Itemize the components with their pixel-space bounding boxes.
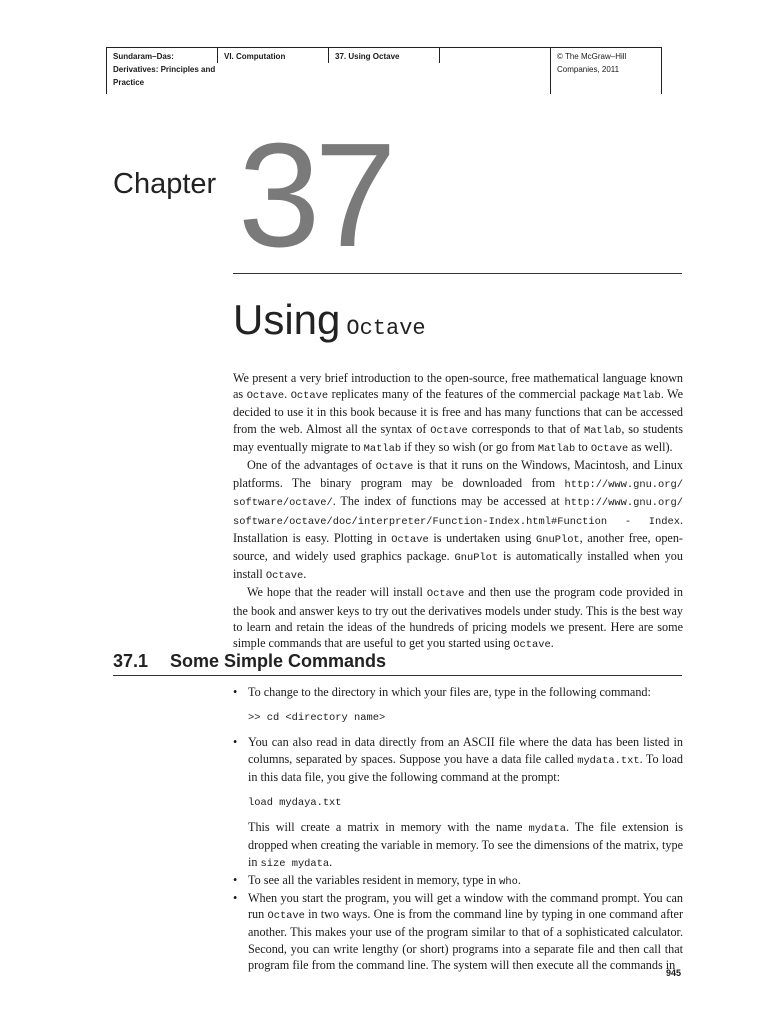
chapter-title-word: Using — [233, 296, 341, 343]
chapter-rule — [233, 273, 682, 274]
chapter-number: 37 — [238, 113, 391, 278]
header-copyright: © The McGraw–Hill Companies, 2011 — [550, 48, 662, 94]
inline-code: http://www.gnu.org/ software/octave/ — [233, 479, 683, 510]
inline-code: Octave — [430, 424, 468, 437]
intro-paragraph: We present a very brief introduction to the open-source, free mathematical language known as Octave. Octave replicates many of the features of the commercial package Matlab. We decided to use it in this book because it is free and has many functions that can be accessed from the web. Almost all the syntax of Octave corresponds to that of Matlab, so students may eventually migrate to Matlab if they so wish (or go from Matlab to Octave as well). — [233, 371, 683, 455]
code-line: >> cd <directory name> — [248, 712, 386, 725]
inline-code: Matlab — [537, 442, 576, 455]
section-title: Some Simple Commands — [170, 651, 387, 671]
running-header — [106, 47, 662, 94]
inline-code: Matlab — [623, 390, 661, 403]
header-book-title: Sundaram–Das: Derivatives: Principles and Practice — [106, 48, 217, 94]
section-number: 37.1 — [113, 651, 149, 671]
inline-code: size mydata — [260, 857, 330, 870]
section-heading — [113, 651, 682, 676]
inline-code: Octave — [590, 442, 629, 455]
inline-code: Octave — [513, 639, 551, 652]
inline-code: Octave — [246, 390, 285, 403]
chapter-title-code: Octave — [346, 316, 426, 341]
inline-code: Octave — [375, 461, 414, 474]
list-item: • When you start the program, you will get a window with the command prompt. You can run Octave in two ways. One is from the command line by typing in one command after another. This makes your use of the program similar to that of a sophisticated calculator. Second, you can write lengthy (or short) programs into a separate file and then call that program file from the command line. The system will then execute all the commands in — [233, 890, 683, 973]
intro-paragraph: We hope that the reader will install Octave and then use the program code provided in the book and answer keys to try out the derivatives models under study. This is the best way to learn and retain the ideas of the hundreds of pricing models we present. Here are some simple commands that are useful to get you started using Octave. — [233, 585, 684, 652]
inline-code: mydata.txt — [577, 754, 640, 767]
header-chapter: 37. Using Octave — [328, 48, 439, 63]
header-part: VI. Computation — [217, 48, 328, 63]
inline-code: Octave — [290, 390, 329, 403]
intro-paragraph: One of the advantages of Octave is that it runs on the Windows, Macintosh, and Linux platforms. The binary program may be downloaded from http://www.gnu.org/ software/octave/. The index of functions may be accessed at http://www.gnu.org/ software/octave/doc/interpreter/Function-Index.html#Function - Index. Installation is easy. Plotting in Octave is undertaken using GnuPlot, another free, open-source, and widely used graphics package. GnuPlot is automatically installed when you install Octave. — [233, 458, 683, 583]
inline-code: Octave — [391, 533, 429, 546]
inline-code: http://www.gnu.org/ software/octave/doc/interpreter/Function-Index.html#Function - Index — [233, 497, 683, 528]
code-line: load mydaya.txt — [248, 797, 342, 810]
inline-code: Octave — [265, 570, 304, 583]
list-item: • To see all the variables resident in memory, type in who. — [233, 872, 683, 890]
inline-code: GnuPlot — [454, 552, 499, 565]
inline-code: Matlab — [583, 424, 622, 437]
inline-code: GnuPlot — [536, 533, 580, 546]
chapter-title — [233, 296, 426, 344]
list-item: • To change to the directory in which your files are, type in the following command: — [233, 684, 683, 700]
chapter-label: Chapter — [113, 168, 217, 200]
inline-code: Octave — [267, 910, 305, 923]
inline-code: mydata — [528, 823, 566, 836]
list-item-continuation: This will create a matrix in memory with the name mydata. The file extension is dropped when creating the variable in memory. To see the dimensions of the matrix, type in size mydata. — [248, 820, 683, 870]
page-number: 945 — [666, 968, 682, 978]
header-empty — [439, 48, 550, 63]
command-list — [233, 684, 683, 973]
inline-code: who — [499, 875, 518, 888]
inline-code: Matlab — [363, 442, 402, 455]
inline-code: Octave — [426, 588, 465, 601]
intro-text — [233, 370, 683, 653]
list-item: • You can also read in data directly from an ASCII file where the data has been listed in columns, separated by spaces. Suppose you have a data file called mydata.txt. To load in this data file, you give the following command at the prompt: — [233, 734, 683, 785]
